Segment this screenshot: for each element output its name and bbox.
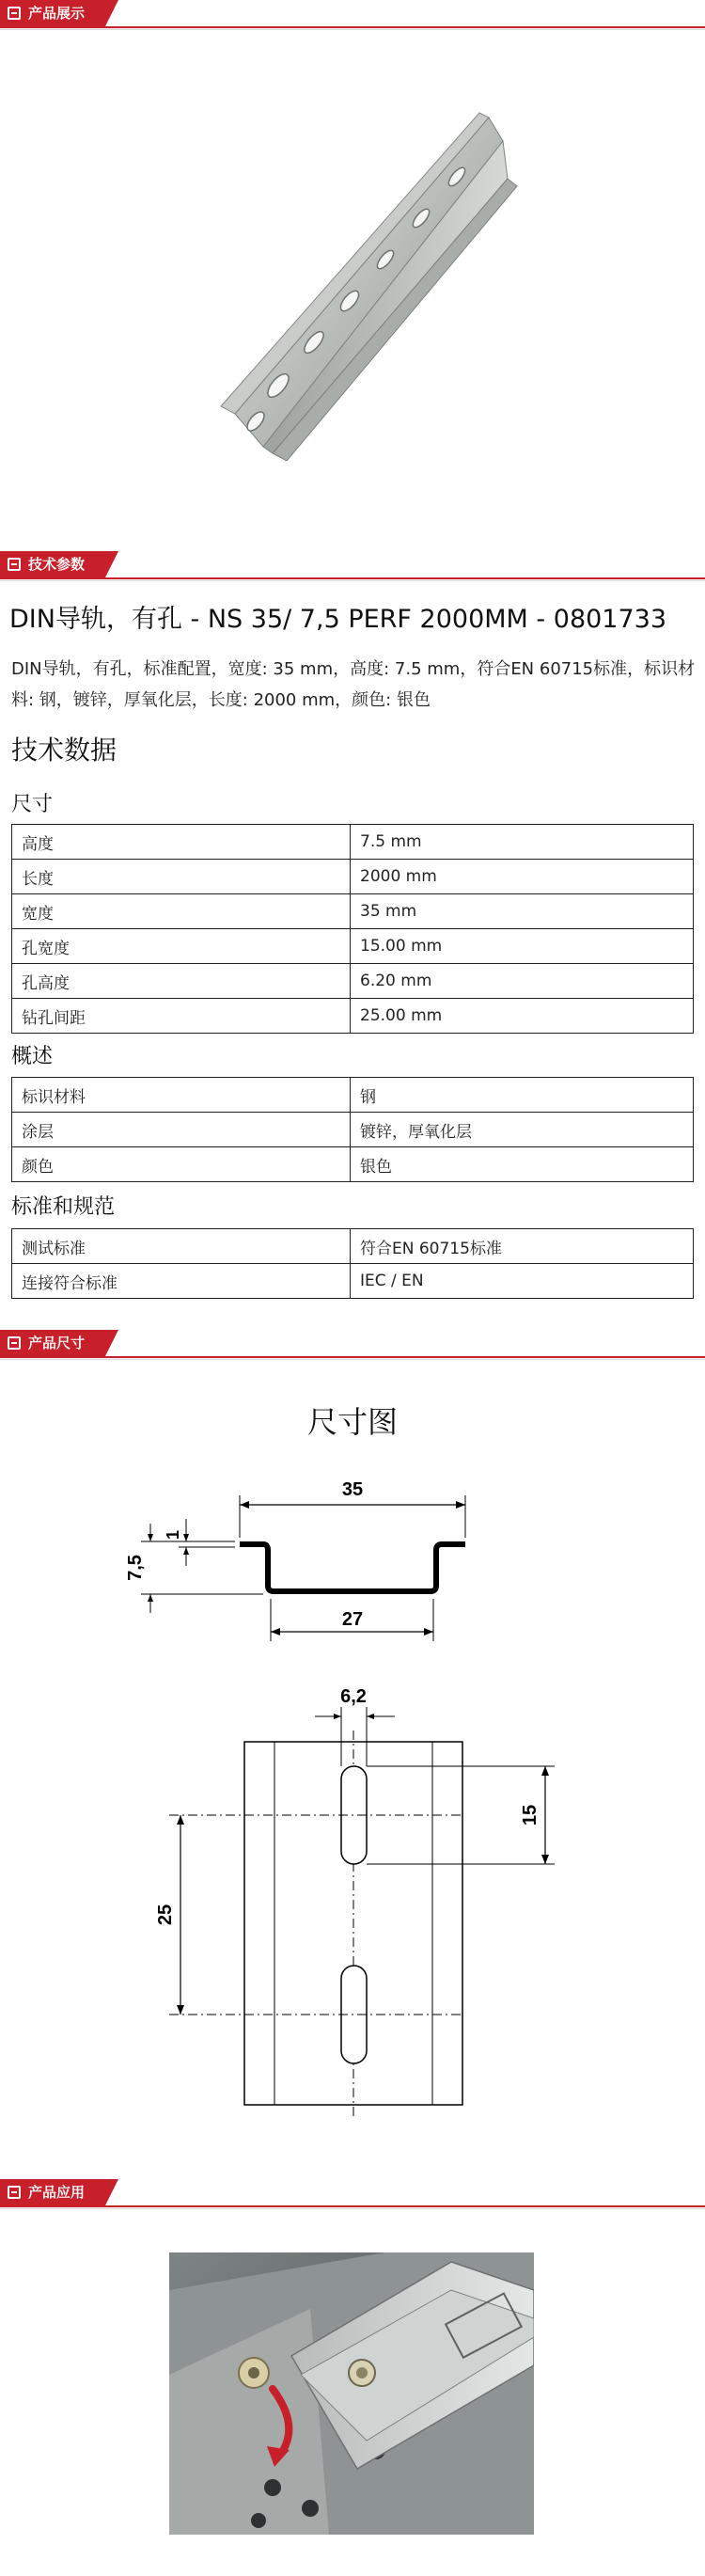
table-row — [12, 929, 694, 964]
divider — [0, 580, 705, 581]
divider — [0, 1359, 705, 1360]
product-title: DIN导轨，有孔 - NS 35/ 7,5 PERF 2000MM - 0801733 — [9, 605, 667, 634]
table-row — [12, 999, 694, 1034]
table-row — [12, 1229, 694, 1264]
tag-icon — [8, 7, 21, 20]
section-header-tech — [0, 551, 705, 581]
dim-label-flange: 1 — [164, 1529, 182, 1541]
table-row — [12, 964, 694, 999]
table-row — [12, 1264, 694, 1299]
table-row — [12, 1113, 694, 1147]
section-tab — [0, 551, 105, 577]
section-title: 产品展示 — [28, 5, 86, 22]
dimension-drawing — [113, 1467, 602, 2126]
table-row — [12, 1147, 694, 1182]
dim-label-inner-width: 27 — [341, 1609, 364, 1630]
spec-value: 银色 — [351, 1147, 694, 1182]
spec-table-size — [11, 824, 694, 1034]
group-heading-standards: 标准和规范 — [11, 1195, 116, 1219]
spec-value: 2000 mm — [351, 860, 694, 894]
dim-label-hole-pitch: 25 — [155, 1904, 176, 1926]
spec-key: 标识材料 — [12, 1078, 351, 1113]
tag-icon — [8, 1336, 21, 1350]
section-tab — [0, 1330, 105, 1356]
divider — [0, 26, 705, 28]
group-heading-overview: 概述 — [11, 1045, 54, 1068]
spec-value: 7.5 mm — [351, 825, 694, 860]
spec-table-overview — [11, 1077, 694, 1182]
spec-key: 连接符合标准 — [12, 1264, 351, 1299]
dim-label-hole-length: 15 — [520, 1804, 540, 1826]
spec-key: 钻孔间距 — [12, 999, 351, 1034]
table-row — [12, 894, 694, 929]
section-title: 产品应用 — [28, 2184, 86, 2201]
group-heading-size: 尺寸 — [11, 793, 54, 816]
spec-key: 孔高度 — [12, 964, 351, 999]
product-description: DIN导轨，有孔，标准配置，宽度: 35 mm，高度: 7.5 mm，符合EN 60715标准，标识材料: 钢，镀锌，厚氧化层，长度: 2000 mm，颜色: 银色 — [11, 659, 696, 710]
spec-value: 15.00 mm — [351, 929, 694, 964]
section-title: 产品尺寸 — [28, 1335, 86, 1351]
section-title: 技术参数 — [28, 556, 86, 573]
tech-data-heading: 技术数据 — [11, 735, 118, 766]
tag-icon — [8, 558, 21, 571]
dim-label-hole-width: 6,2 — [340, 1686, 367, 1707]
spec-key: 高度 — [12, 825, 351, 860]
spec-key: 宽度 — [12, 894, 351, 929]
spec-value: 35 mm — [351, 894, 694, 929]
section-header-application — [0, 2179, 705, 2209]
rail-profile — [240, 1544, 465, 1591]
spec-value: 25.00 mm — [351, 999, 694, 1034]
table-row — [12, 825, 694, 860]
section-header-size — [0, 1330, 705, 1360]
table-row — [12, 860, 694, 894]
divider — [0, 29, 705, 30]
spec-key: 涂层 — [12, 1113, 351, 1147]
spec-value: 镀锌，厚氧化层 — [351, 1113, 694, 1147]
spec-value: 符合EN 60715标准 — [351, 1229, 694, 1264]
section-tab — [0, 2179, 105, 2205]
table-row — [12, 1078, 694, 1113]
spec-key: 颜色 — [12, 1147, 351, 1182]
section-tab — [0, 0, 105, 26]
tag-icon — [8, 2186, 21, 2199]
product-photo — [179, 103, 526, 461]
spec-value: 钢 — [351, 1078, 694, 1113]
spec-key: 测试标准 — [12, 1229, 351, 1264]
spec-table-standards — [11, 1228, 694, 1299]
spec-key: 孔宽度 — [12, 929, 351, 964]
spec-value: 6.20 mm — [351, 964, 694, 999]
divider — [0, 2205, 705, 2207]
dimension-drawing-title: 尺寸图 — [306, 1404, 398, 1440]
divider — [0, 2208, 705, 2209]
dim-label-height: 7,5 — [125, 1555, 146, 1581]
application-photo — [169, 2252, 534, 2535]
spec-key: 长度 — [12, 860, 351, 894]
spec-value: IEC / EN — [351, 1264, 694, 1299]
section-header-display — [0, 0, 705, 30]
divider — [0, 577, 705, 579]
divider — [0, 1356, 705, 1358]
dim-label-top-width: 35 — [341, 1479, 364, 1500]
